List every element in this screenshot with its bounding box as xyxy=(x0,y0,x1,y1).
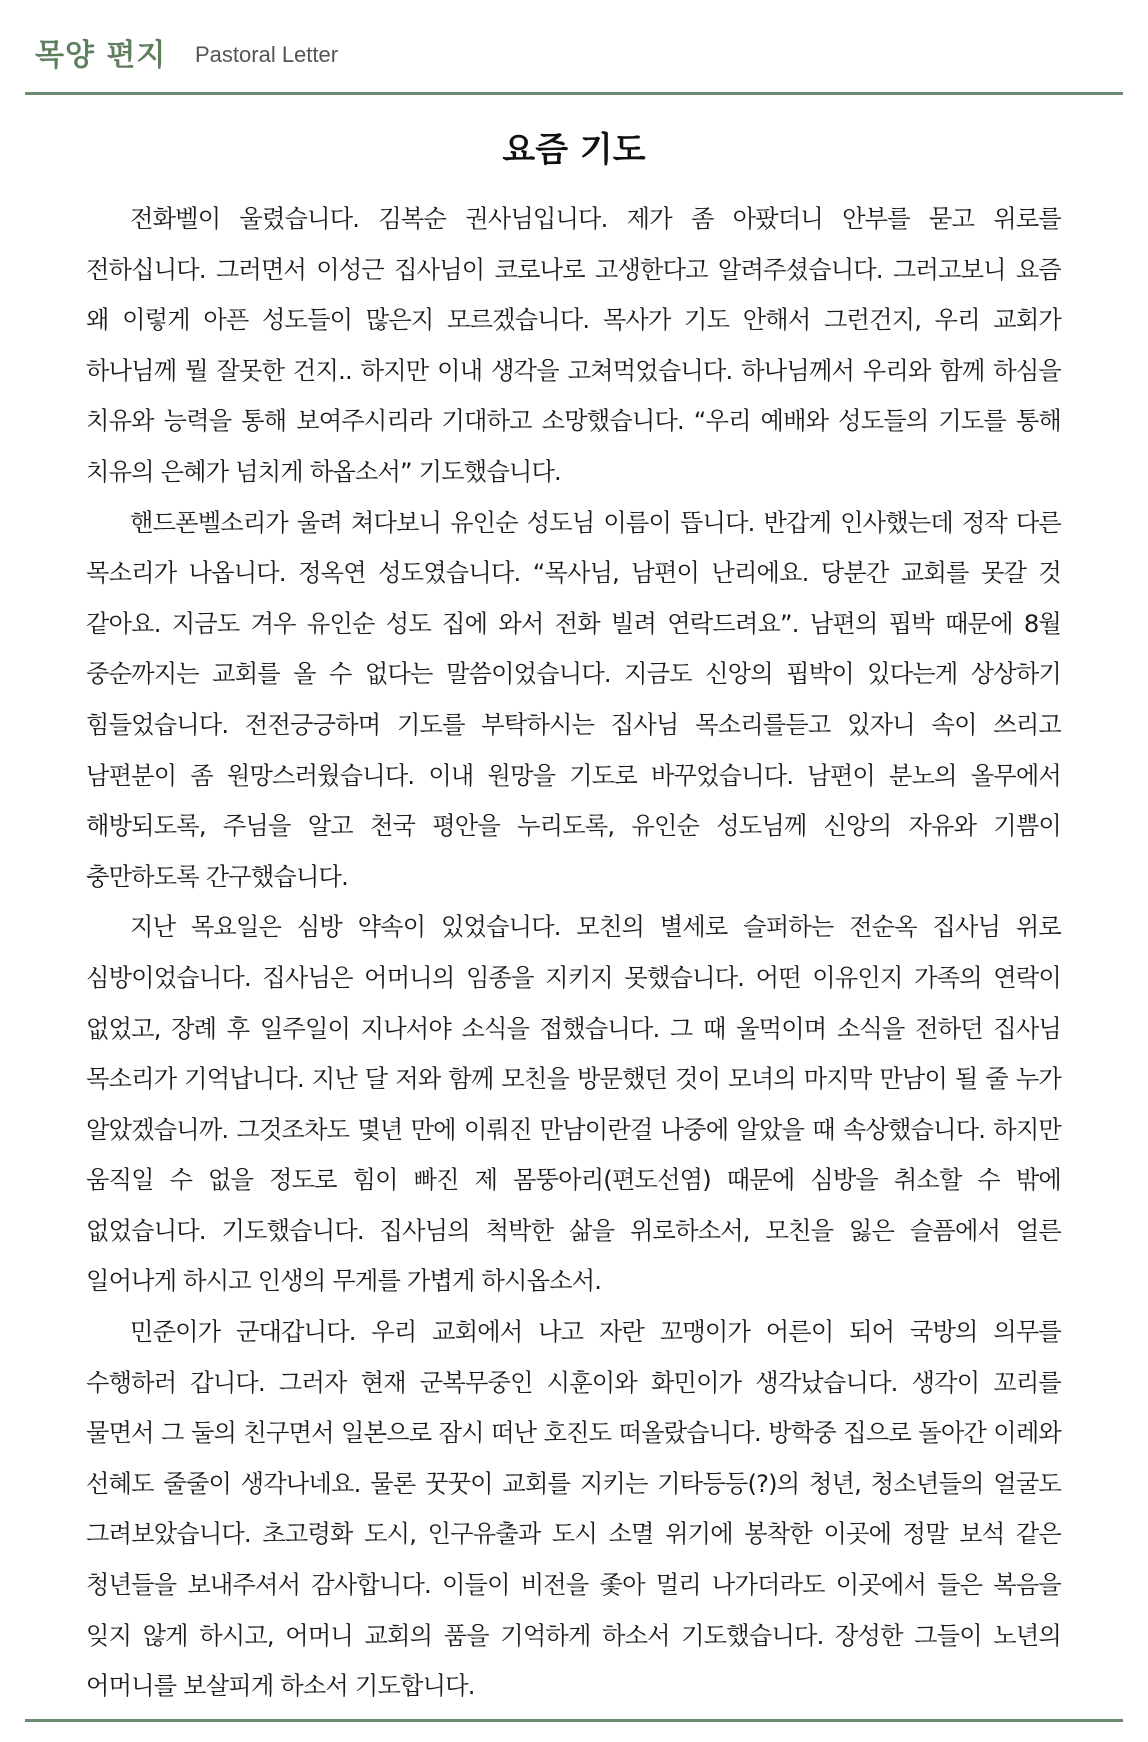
article-paragraph: 핸드폰벨소리가 울려 쳐다보니 유인순 성도님 이름이 뜹니다. 반갑게 인사했는데 정작 다른 목소리가 나옵니다. 정옥연 성도였습니다. “목사님, 남편이 난리에요. 당분간 교회를 못갈 것 같아요. 지금도 겨우 유인순 성도 집에 와서 전화 빌려 연락드려요”. 남편의 핍박 때문에 8월 중순까지는 교회를 올 수 없다는 말씀이었습니다. 지금도 신앙의 핍박이 있다는게 상상하기 힘들었습니다. 전전긍긍하며 기도를 부탁하시는 집사님 목소리를듣고 있자니 속이 쓰리고 남편분이 좀 원망스러웠습니다. 이내 원망을 기도로 바꾸었습니다. 남편이 분노의 올무에서 해방되도록, 주님을 알고 천국 평안을 누리도록, 유인순 성도님께 신앙의 자유와 기쁨이 충만하도록 간구했습니다. xyxy=(86,508,1061,891)
page-header xyxy=(25,0,1123,95)
article-paragraph: 지난 목요일은 심방 약속이 있었습니다. 모친의 별세로 슬퍼하는 전순옥 집사님 위로 심방이었습니다. 집사님은 어머니의 임종을 지키지 못했습니다. 어떤 이유인지 가족의 연락이 없었고, 장례 후 일주일이 지나서야 소식을 접했습니다. 그 때 울먹이며 소식을 전하던 집사님 목소리가 기억납니다. 지난 달 저와 함께 모친을 방문했던 것이 모녀의 마지막 만남이 될 줄 누가 알았겠습니까. 그것조차도 몇년 만에 이뤄진 만남이란걸 나중에 알았을 때 속상했습니다. 하지만 움직일 수 없을 정도로 힘이 빠진 제 몸뚱아리(편도선염) 때문에 심방을 취소할 수 밖에 없었습니다. 기도했습니다. 집사님의 척박한 삶을 위로하소서, 모친을 잃은 슬픔에서 얼른 일어나게 하시고 인생의 무게를 가볍게 하시옵소서. xyxy=(86,913,1061,1296)
header-brand-korean: 목양 편지 xyxy=(35,38,167,73)
article-title: 요즘 기도 xyxy=(502,130,646,170)
header-brand-english: Pastoral Letter xyxy=(195,42,339,67)
footer-divider xyxy=(25,1719,1123,1722)
article-body xyxy=(86,194,1061,1712)
article-paragraph: 민준이가 군대갑니다. 우리 교회에서 나고 자란 꼬맹이가 어른이 되어 국방의 의무를 수행하러 갑니다. 그러자 현재 군복무중인 시훈이와 화민이가 생각났습니다. 생각이 꼬리를 물면서 그 둘의 친구면서 일본으로 잠시 떠난 호진도 떠올랐습니다. 방학중 집으로 돌아간 이레와 선혜도 줄줄이 생각나네요. 물론 꿋꿋이 교회를 지키는 기타등등(?)의 청년, 청소년들의 얼굴도 그려보았습니다. 초고령화 도시, 인구유출과 도시 소멸 위기에 봉착한 이곳에 정말 보석 같은 청년들을 보내주셔서 감사합니다. 이들이 비전을 좇아 멀리 나가더라도 이곳에서 들은 복음을 잊지 않게 하시고, 어머니 교회의 품을 기억하게 하소서 기도했습니다. 장성한 그들이 노년의 어머니를 보살피게 하소서 기도합니다. xyxy=(86,1318,1061,1701)
article-paragraph: 전화벨이 울렸습니다. 김복순 권사님입니다. 제가 좀 아팠더니 안부를 묻고 위로를 전하십니다. 그러면서 이성근 집사님이 코로나로 고생한다고 알려주셨습니다. 그러고보니 요즘 왜 이렇게 아픈 성도들이 많은지 모르겠습니다. 목사가 기도 안해서 그런건지, 우리 교회가 하나님께 뭘 잘못한 건지.. 하지만 이내 생각을 고쳐먹었습니다. 하나님께서 우리와 함께 하심을 치유와 능력을 통해 보여주시리라 기대하고 소망했습니다. “우리 예배와 성도들의 기도를 통해 치유의 은혜가 넘치게 하옵소서” 기도했습니다. xyxy=(86,205,1061,486)
